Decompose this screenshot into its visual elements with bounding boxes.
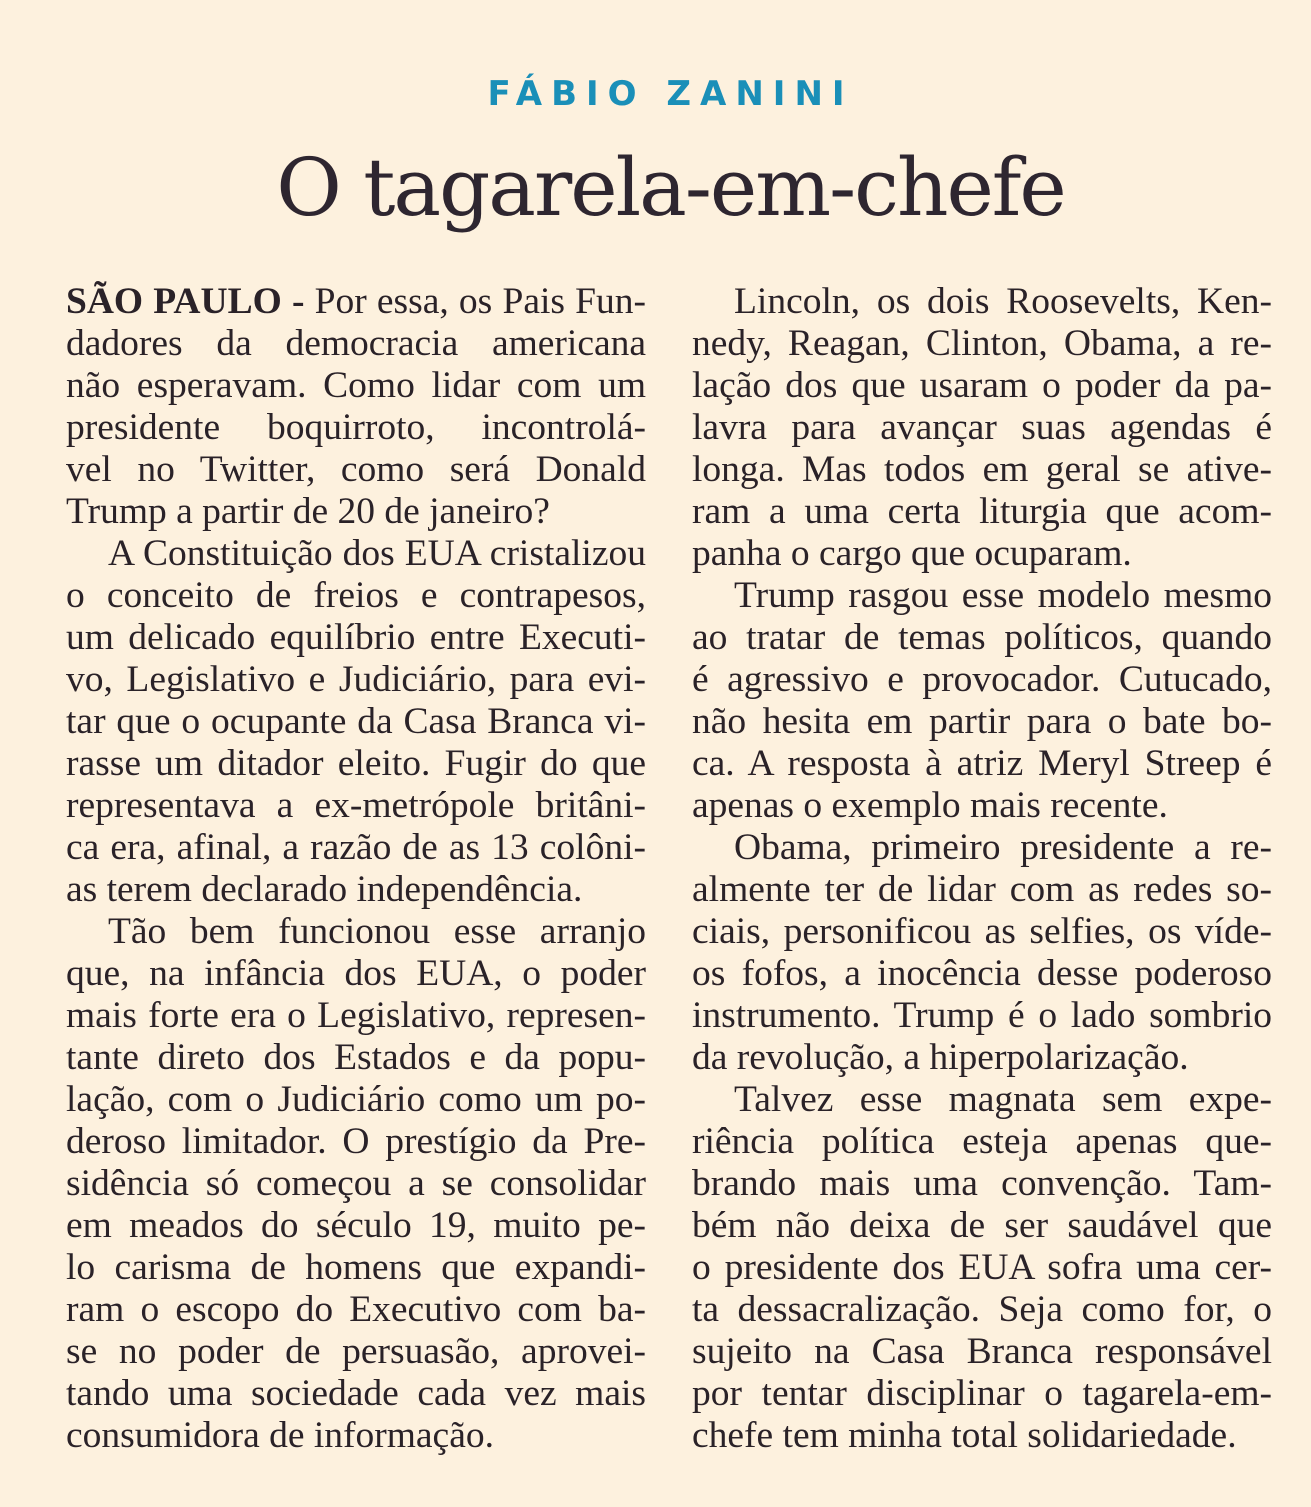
text-line: representava a ex-metrópole britâni- — [66, 785, 646, 826]
text-line: sujeito na Casa Branca responsável — [692, 1331, 1272, 1372]
article-headline: O tagarela-em-chefe — [276, 141, 1065, 234]
text-line: Obama, primeiro presidente a re- — [734, 827, 1272, 868]
text-line: chefe tem minha total solidariedade. — [692, 1415, 1237, 1456]
text-line-content: Por essa, os Pais Fun- — [304, 281, 646, 322]
text-line: é agressivo e provocador. Cutucado, — [692, 659, 1272, 700]
text-line: Talvez esse magnata sem expe- — [734, 1079, 1272, 1120]
text-line: apenas o exemplo mais recente. — [692, 785, 1168, 826]
text-line: instrumento. Trump é o lado sombrio — [692, 995, 1272, 1036]
text-line: brando mais uma convenção. Tam- — [692, 1163, 1272, 1204]
text-line: A Constituição dos EUA cristalizou — [108, 533, 646, 574]
text-line: panha o cargo que ocuparam. — [692, 533, 1132, 574]
text-line: lo carisma de homens que expandi- — [66, 1247, 646, 1288]
text-line: Trump rasgou esse modelo mesmo — [734, 575, 1272, 616]
text-line: consumidora de informação. — [66, 1415, 494, 1456]
text-line: vo, Legislativo e Judiciário, para evi- — [66, 659, 646, 700]
text-line: os fofos, a inocência desse poderoso — [692, 953, 1272, 994]
text-line: lação, com o Judiciário como um po- — [66, 1079, 646, 1120]
article-column-right — [692, 281, 1272, 1457]
text-line: ca era, afinal, a razão de as 13 colôni- — [66, 827, 646, 868]
text-line: o conceito de freios e contrapesos, — [66, 575, 646, 616]
text-line: tar que o ocupante da Casa Branca vi- — [66, 701, 646, 742]
text-line: tante direto dos Estados e da popu- — [66, 1037, 646, 1078]
text-line: riência política esteja apenas que- — [692, 1121, 1272, 1162]
text-line: Trump a partir de 20 de janeiro? — [66, 491, 550, 532]
text-line: deroso limitador. O prestígio da Pre- — [66, 1121, 646, 1162]
article-column-left — [66, 281, 646, 1457]
text-line: dadores da democracia americana — [66, 323, 646, 364]
text-line: as terem declarado independência. — [66, 869, 583, 910]
text-line: se no poder de persuasão, aprovei- — [66, 1331, 646, 1372]
text-line — [66, 281, 646, 323]
text-line: lação dos que usaram o poder da pa- — [692, 365, 1272, 406]
text-line: Tão bem funcionou esse arranjo — [108, 911, 646, 952]
text-line: por tentar disciplinar o tagarela-em- — [692, 1373, 1272, 1414]
dateline: SÃO PAULO - — [66, 281, 305, 322]
text-line: ta dessacralização. Seja como for, o — [692, 1289, 1272, 1330]
text-line: bém não deixa de ser saudável que — [692, 1205, 1272, 1246]
text-line: rasse um ditador eleito. Fugir do que — [66, 743, 646, 784]
text-line: almente ter de lidar com as redes so- — [692, 869, 1272, 910]
text-line: nedy, Reagan, Clinton, Obama, a re- — [692, 323, 1272, 364]
text-line: que, na infância dos EUA, o poder — [66, 953, 646, 994]
text-line: presidente boquirroto, incontrolá- — [66, 407, 646, 448]
text-line: longa. Mas todos em geral se ative- — [692, 449, 1272, 490]
text-line: mais forte era o Legislativo, represen- — [66, 995, 646, 1036]
text-line: sidência só começou a se consolidar — [66, 1163, 646, 1204]
text-line: ao tratar de temas políticos, quando — [692, 617, 1272, 658]
text-line: um delicado equilíbrio entre Executi- — [66, 617, 646, 658]
text-line: ram o escopo do Executivo com ba- — [66, 1289, 646, 1330]
text-line: em meados do século 19, muito pe- — [66, 1205, 646, 1246]
text-line: ciais, personificou as selfies, os víde- — [692, 911, 1272, 952]
text-line: o presidente dos EUA sofra uma cer- — [692, 1247, 1272, 1288]
text-line: não hesita em partir para o bate bo- — [692, 701, 1272, 742]
text-line: ca. A resposta à atriz Meryl Streep é — [692, 743, 1272, 784]
text-line: não esperavam. Como lidar com um — [66, 365, 646, 406]
text-line: vel no Twitter, como será Donald — [66, 449, 646, 490]
text-line: Lincoln, os dois Roosevelts, Ken- — [734, 281, 1272, 322]
text-line: da revolução, a hiperpolarização. — [692, 1037, 1189, 1078]
text-line: tando uma sociedade cada vez mais — [66, 1373, 646, 1414]
author-byline: FÁBIO ZANINI — [487, 74, 854, 114]
text-line: lavra para avançar suas agendas é — [692, 407, 1272, 448]
text-line: ram a uma certa liturgia que acom- — [692, 491, 1272, 532]
